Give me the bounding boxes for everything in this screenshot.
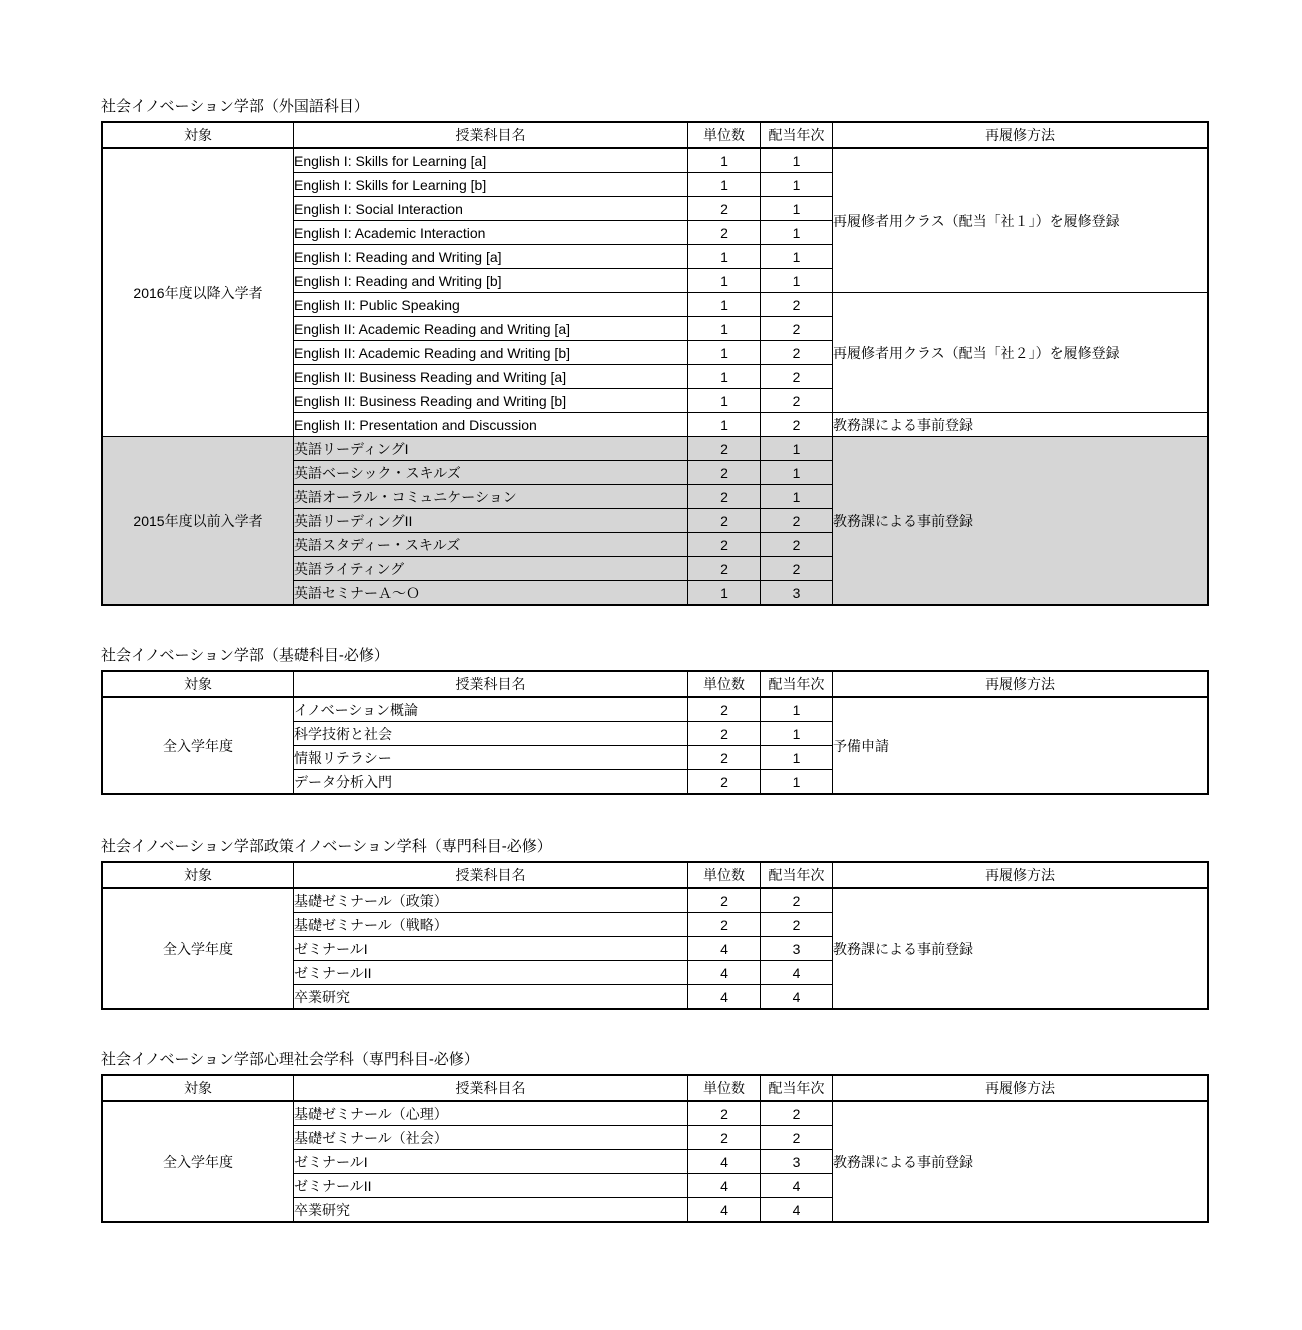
table-row	[102, 1101, 1208, 1126]
table-section	[101, 99, 1201, 606]
subject-cell: 英語ベーシック・スキルズ	[294, 461, 688, 485]
section-spacer	[101, 1010, 1201, 1052]
method-cell: 教務課による事前登録	[833, 1101, 1209, 1222]
credits-cell: 2	[688, 485, 761, 509]
year-cell: 2	[761, 509, 833, 533]
year-cell: 1	[761, 197, 833, 221]
column-header-target: 対象	[102, 671, 294, 697]
course-table	[101, 861, 1209, 1010]
column-header-subject: 授業科目名	[294, 671, 688, 697]
year-cell: 2	[761, 533, 833, 557]
course-table	[101, 1074, 1209, 1223]
subject-cell: English II: Academic Reading and Writing [b]	[294, 341, 688, 365]
credits-cell: 1	[688, 365, 761, 389]
column-header-credits: 単位数	[688, 122, 761, 148]
subject-cell: 英語リーディングI	[294, 437, 688, 461]
target-cell: 全入学年度	[102, 697, 294, 794]
subject-cell: English I: Reading and Writing [b]	[294, 269, 688, 293]
subject-cell: English II: Business Reading and Writing [a]	[294, 365, 688, 389]
column-header-method: 再履修方法	[833, 1075, 1209, 1101]
subject-cell: 卒業研究	[294, 1198, 688, 1223]
table-section	[101, 648, 1201, 795]
year-cell: 2	[761, 341, 833, 365]
section-title: 社会イノベーション学部（外国語科目）	[101, 98, 369, 115]
credits-cell: 2	[688, 746, 761, 770]
credits-cell: 4	[688, 937, 761, 961]
subject-cell: English I: Skills for Learning [b]	[294, 173, 688, 197]
year-cell: 1	[761, 722, 833, 746]
year-cell: 1	[761, 461, 833, 485]
column-header-method: 再履修方法	[833, 671, 1209, 697]
method-cell: 再履修者用クラス（配当「社２」）を履修登録	[833, 293, 1209, 413]
method-cell: 再履修者用クラス（配当「社１」）を履修登録	[833, 148, 1209, 293]
target-cell: 2015年度以前入学者	[102, 437, 294, 606]
column-header-credits: 単位数	[688, 671, 761, 697]
subject-cell: English II: Academic Reading and Writing [a]	[294, 317, 688, 341]
credits-cell: 2	[688, 533, 761, 557]
subject-cell: ゼミナールII	[294, 961, 688, 985]
credits-cell: 1	[688, 581, 761, 606]
target-cell: 2016年度以降入学者	[102, 148, 294, 437]
course-table	[101, 121, 1209, 606]
year-cell: 2	[761, 317, 833, 341]
subject-cell: English I: Social Interaction	[294, 197, 688, 221]
table-section	[101, 839, 1201, 1010]
credits-cell: 2	[688, 221, 761, 245]
year-cell: 2	[761, 1126, 833, 1150]
course-table	[101, 670, 1209, 795]
subject-cell: 卒業研究	[294, 985, 688, 1010]
target-cell: 全入学年度	[102, 888, 294, 1009]
credits-cell: 2	[688, 913, 761, 937]
credits-cell: 2	[688, 557, 761, 581]
year-cell: 1	[761, 148, 833, 173]
column-header-year: 配当年次	[761, 862, 833, 888]
credits-cell: 1	[688, 389, 761, 413]
table-header-row	[102, 1075, 1208, 1101]
table-row	[102, 148, 1208, 173]
column-header-subject: 授業科目名	[294, 1075, 688, 1101]
year-cell: 2	[761, 293, 833, 317]
year-cell: 3	[761, 937, 833, 961]
year-cell: 1	[761, 746, 833, 770]
credits-cell: 1	[688, 269, 761, 293]
document-body	[101, 0, 1201, 1223]
table-row	[102, 888, 1208, 913]
credits-cell: 2	[688, 888, 761, 913]
table-header-row	[102, 862, 1208, 888]
column-header-year: 配当年次	[761, 122, 833, 148]
credits-cell: 2	[688, 1126, 761, 1150]
subject-cell: 英語リーディングII	[294, 509, 688, 533]
year-cell: 2	[761, 413, 833, 437]
section-spacer	[101, 795, 1201, 839]
subject-cell: English I: Skills for Learning [a]	[294, 148, 688, 173]
credits-cell: 2	[688, 197, 761, 221]
year-cell: 1	[761, 697, 833, 722]
year-cell: 1	[761, 173, 833, 197]
credits-cell: 1	[688, 245, 761, 269]
section-title: 社会イノベーション学部（基礎科目-必修）	[101, 647, 389, 664]
credits-cell: 4	[688, 1174, 761, 1198]
year-cell: 2	[761, 1101, 833, 1126]
subject-cell: English II: Business Reading and Writing [b]	[294, 389, 688, 413]
section-title: 社会イノベーション学部政策イノベーション学科（専門科目-必修）	[101, 838, 552, 855]
year-cell: 3	[761, 1150, 833, 1174]
column-header-method: 再履修方法	[833, 122, 1209, 148]
subject-cell: 英語スタディー・スキルズ	[294, 533, 688, 557]
subject-cell: 英語セミナーＡ〜Ｏ	[294, 581, 688, 606]
section-spacer	[101, 606, 1201, 648]
credits-cell: 2	[688, 509, 761, 533]
subject-cell: 基礎ゼミナール（戦略）	[294, 913, 688, 937]
credits-cell: 1	[688, 173, 761, 197]
subject-cell: ゼミナールI	[294, 937, 688, 961]
subject-cell: English II: Presentation and Discussion	[294, 413, 688, 437]
target-cell: 全入学年度	[102, 1101, 294, 1222]
subject-cell: English I: Academic Interaction	[294, 221, 688, 245]
credits-cell: 1	[688, 148, 761, 173]
year-cell: 2	[761, 913, 833, 937]
subject-cell: ゼミナールII	[294, 1174, 688, 1198]
credits-cell: 1	[688, 293, 761, 317]
sections-container	[101, 99, 1201, 1223]
year-cell: 4	[761, 1174, 833, 1198]
year-cell: 2	[761, 888, 833, 913]
year-cell: 3	[761, 581, 833, 606]
column-header-method: 再履修方法	[833, 862, 1209, 888]
credits-cell: 2	[688, 461, 761, 485]
column-header-year: 配当年次	[761, 671, 833, 697]
year-cell: 4	[761, 961, 833, 985]
subject-cell: 基礎ゼミナール（社会）	[294, 1126, 688, 1150]
subject-cell: イノベーション概論	[294, 697, 688, 722]
credits-cell: 2	[688, 722, 761, 746]
column-header-subject: 授業科目名	[294, 122, 688, 148]
method-cell: 教務課による事前登録	[833, 437, 1209, 606]
table-row	[102, 697, 1208, 722]
method-cell: 予備申請	[833, 697, 1209, 794]
column-header-subject: 授業科目名	[294, 862, 688, 888]
credits-cell: 4	[688, 961, 761, 985]
credits-cell: 1	[688, 341, 761, 365]
credits-cell: 2	[688, 437, 761, 461]
subject-cell: 科学技術と社会	[294, 722, 688, 746]
year-cell: 1	[761, 485, 833, 509]
table-section	[101, 1052, 1201, 1223]
credits-cell: 4	[688, 985, 761, 1010]
subject-cell: 英語オーラル・コミュニケーション	[294, 485, 688, 509]
year-cell: 2	[761, 365, 833, 389]
method-cell: 教務課による事前登録	[833, 413, 1209, 437]
year-cell: 1	[761, 245, 833, 269]
table-row	[102, 437, 1208, 461]
year-cell: 1	[761, 437, 833, 461]
year-cell: 2	[761, 389, 833, 413]
subject-cell: 情報リテラシー	[294, 746, 688, 770]
credits-cell: 4	[688, 1150, 761, 1174]
subject-cell: English II: Public Speaking	[294, 293, 688, 317]
credits-cell: 2	[688, 770, 761, 795]
year-cell: 1	[761, 269, 833, 293]
column-header-target: 対象	[102, 862, 294, 888]
subject-cell: English I: Reading and Writing [a]	[294, 245, 688, 269]
subject-cell: データ分析入門	[294, 770, 688, 795]
column-header-target: 対象	[102, 1075, 294, 1101]
method-cell: 教務課による事前登録	[833, 888, 1209, 1009]
subject-cell: ゼミナールI	[294, 1150, 688, 1174]
subject-cell: 基礎ゼミナール（心理）	[294, 1101, 688, 1126]
table-header-row	[102, 122, 1208, 148]
year-cell: 1	[761, 221, 833, 245]
column-header-year: 配当年次	[761, 1075, 833, 1101]
credits-cell: 1	[688, 317, 761, 341]
column-header-credits: 単位数	[688, 862, 761, 888]
subject-cell: 英語ライティング	[294, 557, 688, 581]
column-header-target: 対象	[102, 122, 294, 148]
credits-cell: 2	[688, 697, 761, 722]
subject-cell: 基礎ゼミナール（政策）	[294, 888, 688, 913]
year-cell: 2	[761, 557, 833, 581]
credits-cell: 2	[688, 1101, 761, 1126]
credits-cell: 1	[688, 413, 761, 437]
year-cell: 1	[761, 770, 833, 795]
year-cell: 4	[761, 985, 833, 1010]
year-cell: 4	[761, 1198, 833, 1223]
credits-cell: 4	[688, 1198, 761, 1223]
section-title: 社会イノベーション学部心理社会学科（専門科目-必修）	[101, 1051, 479, 1068]
column-header-credits: 単位数	[688, 1075, 761, 1101]
table-header-row	[102, 671, 1208, 697]
